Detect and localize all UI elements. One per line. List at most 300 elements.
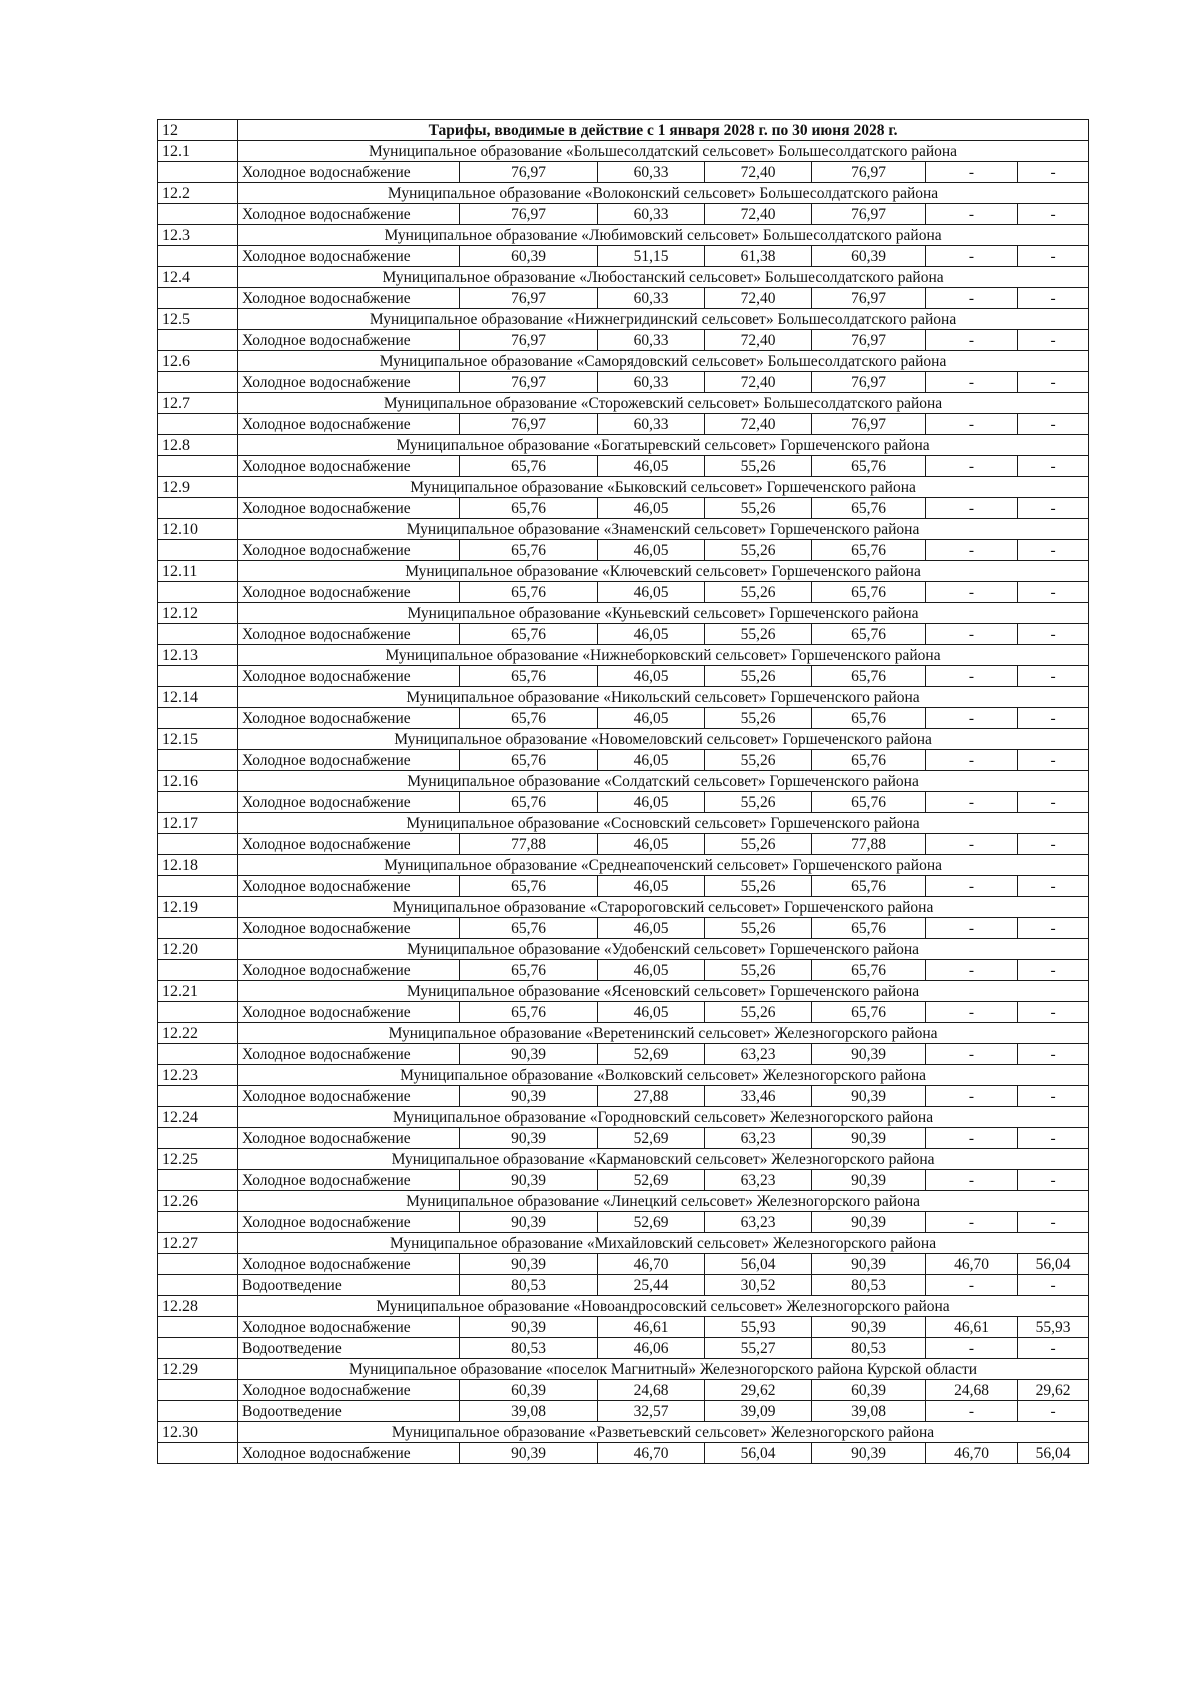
tariff-value: - (926, 582, 1018, 603)
item-number: 12.19 (158, 897, 238, 918)
tariff-value: - (1018, 666, 1089, 687)
item-number: 12.30 (158, 1422, 238, 1443)
tariff-value: - (1018, 582, 1089, 603)
tariff-value: 65,76 (812, 498, 926, 519)
municipality-row (158, 393, 1089, 414)
tariff-value: - (1018, 456, 1089, 477)
tariff-value: - (1018, 372, 1089, 393)
tariff-value: 46,70 (926, 1254, 1018, 1275)
tariff-value: - (926, 666, 1018, 687)
item-number: 12.23 (158, 1065, 238, 1086)
tariff-value: - (926, 246, 1018, 267)
municipality-row (158, 981, 1089, 1002)
item-number: 12.15 (158, 729, 238, 750)
municipality-row (158, 351, 1089, 372)
service-name: Холодное водоснабжение (238, 918, 460, 939)
tariff-value: 46,05 (598, 540, 705, 561)
municipality-name: Муниципальное образование «Ясеновский сельсовет» Горшеченского района (238, 981, 1089, 1002)
tariff-value: 24,68 (926, 1380, 1018, 1401)
tariff-value: - (926, 1275, 1018, 1296)
item-number: 12.3 (158, 225, 238, 246)
tariff-row (158, 1086, 1089, 1107)
service-name: Холодное водоснабжение (238, 540, 460, 561)
tariff-value: - (926, 750, 1018, 771)
section-header-row (158, 120, 1089, 141)
tariff-value: 60,33 (598, 414, 705, 435)
service-name: Холодное водоснабжение (238, 1128, 460, 1149)
empty-cell (158, 330, 238, 351)
tariff-value: 55,26 (705, 666, 812, 687)
item-number: 12.1 (158, 141, 238, 162)
tariff-row (158, 1044, 1089, 1065)
tariff-value: - (926, 918, 1018, 939)
tariff-value: 29,62 (1018, 1380, 1089, 1401)
service-name: Холодное водоснабжение (238, 582, 460, 603)
tariff-value: 60,39 (460, 246, 598, 267)
item-number: 12.11 (158, 561, 238, 582)
tariff-value: 29,62 (705, 1380, 812, 1401)
tariff-value: 33,46 (705, 1086, 812, 1107)
tariff-row (158, 1254, 1089, 1275)
tariff-row (158, 540, 1089, 561)
tariff-value: - (926, 456, 1018, 477)
municipality-name: Муниципальное образование «Любостанский сельсовет» Большесолдатского района (238, 267, 1089, 288)
empty-cell (158, 372, 238, 393)
tariff-value: 55,26 (705, 918, 812, 939)
empty-cell (158, 1443, 238, 1464)
empty-cell (158, 834, 238, 855)
tariff-value: 72,40 (705, 162, 812, 183)
tariff-row (158, 1275, 1089, 1296)
tariff-value: 46,61 (926, 1317, 1018, 1338)
tariff-value: 90,39 (812, 1317, 926, 1338)
municipality-name: Муниципальное образование «Кармановский сельсовет» Железногорского района (238, 1149, 1089, 1170)
tariff-row (158, 204, 1089, 225)
tariff-row (158, 708, 1089, 729)
empty-cell (158, 456, 238, 477)
empty-cell (158, 1254, 238, 1275)
empty-cell (158, 666, 238, 687)
tariff-value: 39,09 (705, 1401, 812, 1422)
tariff-value: 65,76 (460, 960, 598, 981)
item-number: 12.26 (158, 1191, 238, 1212)
municipality-row (158, 1065, 1089, 1086)
service-name: Холодное водоснабжение (238, 708, 460, 729)
tariff-value: 65,76 (812, 960, 926, 981)
empty-cell (158, 1002, 238, 1023)
municipality-name: Муниципальное образование «Нижнеборковский сельсовет» Горшеченского района (238, 645, 1089, 666)
tariff-value: - (1018, 624, 1089, 645)
tariff-value: 55,26 (705, 708, 812, 729)
tariff-value: - (926, 162, 1018, 183)
tariff-value: - (1018, 246, 1089, 267)
empty-cell (158, 1086, 238, 1107)
municipality-row (158, 1296, 1089, 1317)
tariff-value: - (926, 330, 1018, 351)
municipality-name: Муниципальное образование «Среднеапоченский сельсовет» Горшеченского района (238, 855, 1089, 876)
empty-cell (158, 750, 238, 771)
tariff-value: 63,23 (705, 1212, 812, 1233)
tariff-row (158, 1170, 1089, 1191)
tariff-value: 72,40 (705, 288, 812, 309)
tariff-value: - (926, 834, 1018, 855)
municipality-row (158, 141, 1089, 162)
tariff-row (158, 834, 1089, 855)
tariff-value: - (926, 792, 1018, 813)
tariff-row (158, 666, 1089, 687)
tariff-value: 77,88 (460, 834, 598, 855)
empty-cell (158, 204, 238, 225)
tariff-value: 80,53 (460, 1338, 598, 1359)
tariff-value: 76,97 (460, 414, 598, 435)
tariff-value: 46,05 (598, 624, 705, 645)
tariff-value: 72,40 (705, 372, 812, 393)
municipality-row (158, 855, 1089, 876)
tariff-value: 60,39 (812, 246, 926, 267)
tariff-row (158, 1401, 1089, 1422)
tariff-value: 39,08 (460, 1401, 598, 1422)
tariff-value: 60,33 (598, 204, 705, 225)
tariff-value: 65,76 (812, 918, 926, 939)
tariff-value: 90,39 (812, 1212, 926, 1233)
tariff-value: 90,39 (460, 1254, 598, 1275)
service-name: Холодное водоснабжение (238, 1044, 460, 1065)
tariff-value: 46,05 (598, 708, 705, 729)
municipality-row (158, 603, 1089, 624)
tariff-value: 52,69 (598, 1212, 705, 1233)
tariff-value: 46,05 (598, 750, 705, 771)
tariff-value: - (1018, 1002, 1089, 1023)
tariff-value: - (926, 372, 1018, 393)
tariff-value: 65,76 (460, 624, 598, 645)
tariff-value: 46,06 (598, 1338, 705, 1359)
municipality-name: Муниципальное образование «Ключевский сельсовет» Горшеченского района (238, 561, 1089, 582)
item-number: 12.17 (158, 813, 238, 834)
tariff-value: - (1018, 750, 1089, 771)
tariff-value: - (926, 498, 1018, 519)
service-name: Холодное водоснабжение (238, 498, 460, 519)
service-name: Холодное водоснабжение (238, 876, 460, 897)
tariff-value: 90,39 (812, 1170, 926, 1191)
municipality-row (158, 435, 1089, 456)
item-number: 12.5 (158, 309, 238, 330)
tariff-value: - (1018, 162, 1089, 183)
tariff-value: 55,26 (705, 498, 812, 519)
tariff-value: - (926, 876, 1018, 897)
item-number: 12.10 (158, 519, 238, 540)
tariff-value: 61,38 (705, 246, 812, 267)
tariff-value: - (1018, 1086, 1089, 1107)
municipality-row (158, 771, 1089, 792)
tariff-value: 90,39 (460, 1212, 598, 1233)
tariff-value: - (1018, 792, 1089, 813)
tariff-row (158, 1212, 1089, 1233)
service-name: Водоотведение (238, 1401, 460, 1422)
municipality-name: Муниципальное образование «Любимовский сельсовет» Большесолдатского района (238, 225, 1089, 246)
item-number: 12.6 (158, 351, 238, 372)
tariff-value: 60,33 (598, 288, 705, 309)
item-number: 12.24 (158, 1107, 238, 1128)
tariff-value: - (926, 288, 1018, 309)
empty-cell (158, 876, 238, 897)
municipality-row (158, 267, 1089, 288)
empty-cell (158, 1044, 238, 1065)
tariff-value: 46,05 (598, 456, 705, 477)
tariff-value: 72,40 (705, 414, 812, 435)
tariff-value: 65,76 (812, 666, 926, 687)
service-name: Холодное водоснабжение (238, 330, 460, 351)
municipality-row (158, 225, 1089, 246)
tariff-value: 46,05 (598, 1002, 705, 1023)
tariff-value: - (1018, 330, 1089, 351)
tariff-value: 63,23 (705, 1170, 812, 1191)
tariff-value: 63,23 (705, 1128, 812, 1149)
tariff-value: 46,70 (926, 1443, 1018, 1464)
tariff-row (158, 372, 1089, 393)
empty-cell (158, 918, 238, 939)
tariff-value: 76,97 (460, 204, 598, 225)
municipality-row (158, 309, 1089, 330)
municipality-name: Муниципальное образование «Городновский сельсовет» Железногорского района (238, 1107, 1089, 1128)
service-name: Холодное водоснабжение (238, 1254, 460, 1275)
empty-cell (158, 498, 238, 519)
empty-cell (158, 792, 238, 813)
empty-cell (158, 288, 238, 309)
empty-cell (158, 960, 238, 981)
tariff-value: 65,76 (460, 582, 598, 603)
tariff-value: 51,15 (598, 246, 705, 267)
tariff-value: 32,57 (598, 1401, 705, 1422)
item-number: 12.18 (158, 855, 238, 876)
tariff-value: - (926, 1212, 1018, 1233)
item-number: 12.12 (158, 603, 238, 624)
municipality-row (158, 1191, 1089, 1212)
tariff-table-body (158, 120, 1089, 1464)
tariff-value: - (1018, 876, 1089, 897)
tariff-value: 76,97 (460, 162, 598, 183)
tariff-row (158, 330, 1089, 351)
tariff-value: 46,05 (598, 582, 705, 603)
tariff-value: 56,04 (1018, 1254, 1089, 1275)
service-name: Холодное водоснабжение (238, 792, 460, 813)
tariff-value: 65,76 (812, 750, 926, 771)
tariff-value: 65,76 (460, 456, 598, 477)
tariff-value: 46,05 (598, 918, 705, 939)
tariff-value: 55,26 (705, 1002, 812, 1023)
tariff-value: 65,76 (812, 792, 926, 813)
municipality-row (158, 1359, 1089, 1380)
empty-cell (158, 1170, 238, 1191)
tariff-value: - (1018, 960, 1089, 981)
tariff-value: 65,76 (812, 1002, 926, 1023)
item-number: 12.25 (158, 1149, 238, 1170)
tariff-value: 46,70 (598, 1443, 705, 1464)
tariff-row (158, 456, 1089, 477)
tariff-value: 65,76 (460, 498, 598, 519)
tariff-value: 90,39 (460, 1044, 598, 1065)
municipality-name: Муниципальное образование «Богатыревский сельсовет» Горшеченского района (238, 435, 1089, 456)
empty-cell (158, 1275, 238, 1296)
service-name: Холодное водоснабжение (238, 666, 460, 687)
municipality-name: Муниципальное образование «Большесолдатский сельсовет» Большесолдатского района (238, 141, 1089, 162)
tariff-value: 72,40 (705, 204, 812, 225)
municipality-row (158, 519, 1089, 540)
tariff-value: - (1018, 288, 1089, 309)
tariff-value: 60,39 (812, 1380, 926, 1401)
item-number: 12.7 (158, 393, 238, 414)
service-name: Водоотведение (238, 1338, 460, 1359)
tariff-value: - (1018, 1128, 1089, 1149)
tariff-value: 55,27 (705, 1338, 812, 1359)
tariff-value: 55,93 (1018, 1317, 1089, 1338)
tariff-value: - (1018, 540, 1089, 561)
tariff-value: 46,05 (598, 876, 705, 897)
tariff-value: 39,08 (812, 1401, 926, 1422)
municipality-row (158, 1107, 1089, 1128)
item-number: 12.29 (158, 1359, 238, 1380)
service-name: Холодное водоснабжение (238, 1086, 460, 1107)
service-name: Холодное водоснабжение (238, 960, 460, 981)
municipality-name: Муниципальное образование «Сторожевский сельсовет» Большесолдатского района (238, 393, 1089, 414)
tariff-value: - (1018, 204, 1089, 225)
service-name: Холодное водоснабжение (238, 456, 460, 477)
tariff-value: - (1018, 414, 1089, 435)
service-name: Холодное водоснабжение (238, 1170, 460, 1191)
tariff-value: 76,97 (460, 372, 598, 393)
empty-cell (158, 1338, 238, 1359)
tariff-value: 27,88 (598, 1086, 705, 1107)
tariff-value: - (926, 204, 1018, 225)
tariff-value: 56,04 (705, 1443, 812, 1464)
item-number: 12.2 (158, 183, 238, 204)
tariff-value: 55,26 (705, 834, 812, 855)
tariff-value: 72,40 (705, 330, 812, 351)
tariff-value: 65,76 (812, 708, 926, 729)
tariff-value: - (1018, 1044, 1089, 1065)
tariff-row (158, 414, 1089, 435)
municipality-row (158, 1023, 1089, 1044)
municipality-name: Муниципальное образование «Солдатский сельсовет» Горшеченского района (238, 771, 1089, 792)
tariff-value: 46,05 (598, 498, 705, 519)
municipality-name: Муниципальное образование «Новоандросовский сельсовет» Железногорского района (238, 1296, 1089, 1317)
municipality-name: Муниципальное образование «Удобенский сельсовет» Горшеченского района (238, 939, 1089, 960)
empty-cell (158, 1401, 238, 1422)
tariff-value: 52,69 (598, 1128, 705, 1149)
item-number: 12.27 (158, 1233, 238, 1254)
municipality-row (158, 729, 1089, 750)
municipality-name: Муниципальное образование «Сосновский сельсовет» Горшеченского района (238, 813, 1089, 834)
service-name: Холодное водоснабжение (238, 1443, 460, 1464)
tariff-value: 55,26 (705, 750, 812, 771)
municipality-name: Муниципальное образование «Быковский сельсовет» Горшеченского района (238, 477, 1089, 498)
empty-cell (158, 540, 238, 561)
tariff-row (158, 876, 1089, 897)
tariff-value: 80,53 (812, 1275, 926, 1296)
tariff-value: 55,26 (705, 624, 812, 645)
municipality-name: Муниципальное образование «Волоконский сельсовет» Большесолдатского района (238, 183, 1089, 204)
tariff-value: 55,26 (705, 960, 812, 981)
tariff-row (158, 246, 1089, 267)
tariff-value: 80,53 (460, 1275, 598, 1296)
tariff-value: 46,61 (598, 1317, 705, 1338)
tariff-value: 76,97 (812, 204, 926, 225)
service-name: Холодное водоснабжение (238, 1317, 460, 1338)
tariff-row (158, 1128, 1089, 1149)
tariff-value: - (1018, 1338, 1089, 1359)
service-name: Холодное водоснабжение (238, 288, 460, 309)
service-name: Холодное водоснабжение (238, 834, 460, 855)
tariff-value: 76,97 (812, 414, 926, 435)
tariff-row (158, 288, 1089, 309)
tariff-value: 65,76 (460, 540, 598, 561)
tariff-value: 76,97 (812, 288, 926, 309)
tariff-value: - (926, 960, 1018, 981)
tariff-value: 90,39 (460, 1443, 598, 1464)
service-name: Холодное водоснабжение (238, 372, 460, 393)
service-name: Холодное водоснабжение (238, 1002, 460, 1023)
tariff-value: - (1018, 1401, 1089, 1422)
tariff-value: 46,70 (598, 1254, 705, 1275)
tariff-value: 65,76 (460, 750, 598, 771)
tariff-row (158, 918, 1089, 939)
empty-cell (158, 1317, 238, 1338)
service-name: Холодное водоснабжение (238, 750, 460, 771)
tariff-value: 55,26 (705, 792, 812, 813)
empty-cell (158, 246, 238, 267)
tariff-table (157, 119, 1089, 1464)
item-number: 12.9 (158, 477, 238, 498)
municipality-row (158, 645, 1089, 666)
tariff-value: - (926, 708, 1018, 729)
tariff-row (158, 1317, 1089, 1338)
tariff-value: - (926, 1401, 1018, 1422)
section-number: 12 (158, 120, 238, 141)
item-number: 12.8 (158, 435, 238, 456)
tariff-value: 55,26 (705, 540, 812, 561)
municipality-name: Муниципальное образование «Новомеловский сельсовет» Горшеченского района (238, 729, 1089, 750)
tariff-value: - (926, 1128, 1018, 1149)
tariff-value: 65,76 (812, 624, 926, 645)
tariff-value: 52,69 (598, 1170, 705, 1191)
municipality-name: Муниципальное образование «Михайловский сельсовет» Железногорского района (238, 1233, 1089, 1254)
tariff-value: 90,39 (812, 1128, 926, 1149)
tariff-value: - (1018, 1275, 1089, 1296)
item-number: 12.4 (158, 267, 238, 288)
tariff-value: 46,05 (598, 666, 705, 687)
tariff-value: 60,33 (598, 372, 705, 393)
service-name: Водоотведение (238, 1275, 460, 1296)
tariff-value: 65,76 (460, 708, 598, 729)
tariff-value: 76,97 (812, 162, 926, 183)
tariff-value: 55,93 (705, 1317, 812, 1338)
tariff-row (158, 498, 1089, 519)
tariff-value: 65,76 (460, 1002, 598, 1023)
tariff-value: 90,39 (812, 1044, 926, 1065)
tariff-value: 25,44 (598, 1275, 705, 1296)
municipality-name: Муниципальное образование «Линецкий сельсовет» Железногорского района (238, 1191, 1089, 1212)
tariff-value: - (926, 1086, 1018, 1107)
tariff-value: 56,04 (1018, 1443, 1089, 1464)
tariff-row (158, 750, 1089, 771)
tariff-value: 65,76 (460, 666, 598, 687)
municipality-row (158, 939, 1089, 960)
service-name: Холодное водоснабжение (238, 1380, 460, 1401)
tariff-value: - (926, 624, 1018, 645)
service-name: Холодное водоснабжение (238, 414, 460, 435)
tariff-value: 30,52 (705, 1275, 812, 1296)
service-name: Холодное водоснабжение (238, 246, 460, 267)
municipality-name: Муниципальное образование «Знаменский сельсовет» Горшеченского района (238, 519, 1089, 540)
